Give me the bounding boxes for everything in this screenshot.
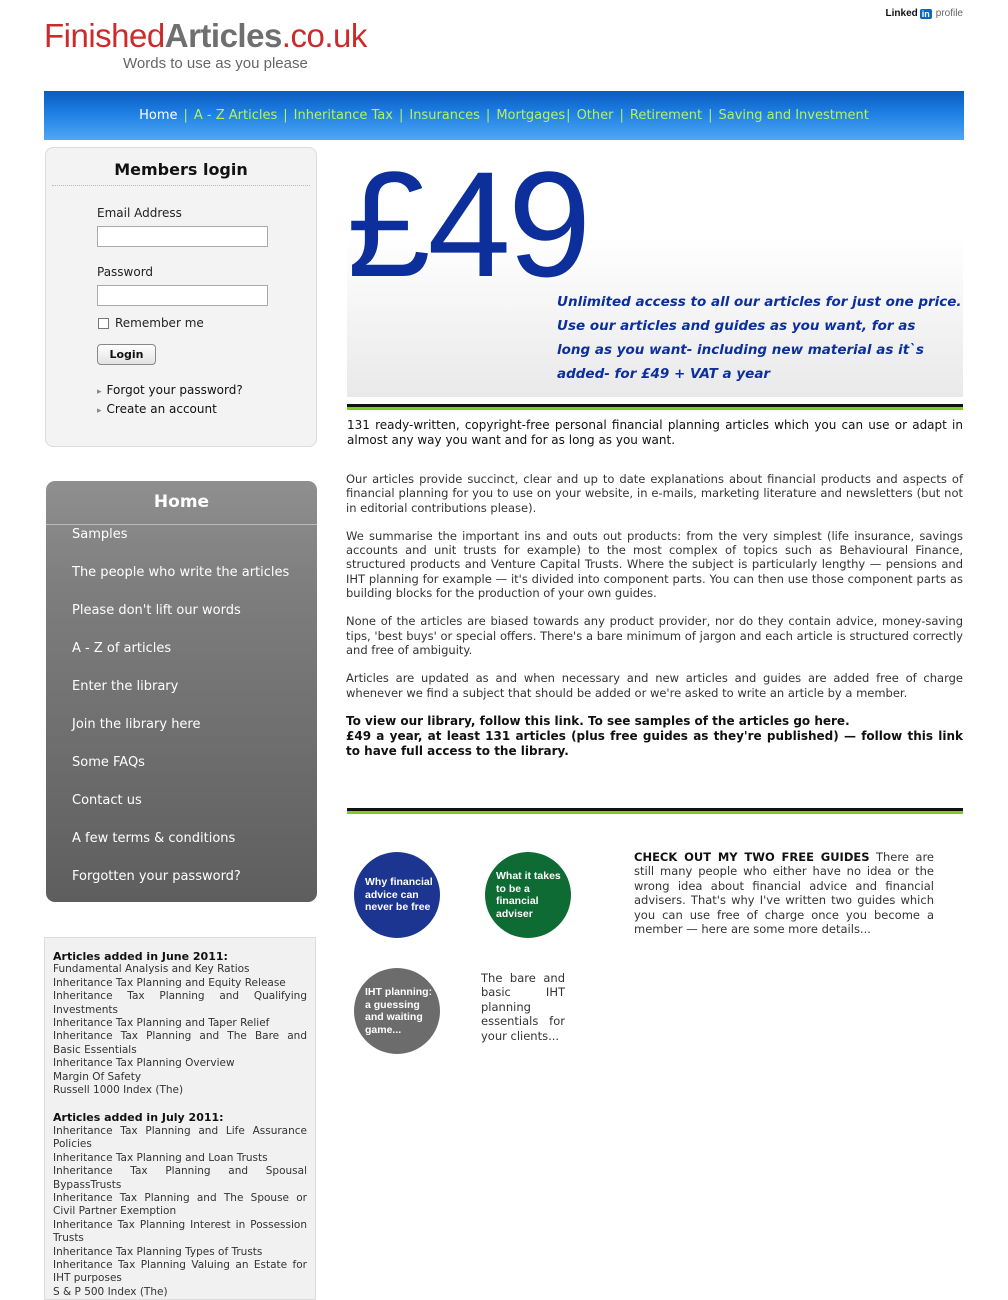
nav-separator: | <box>398 108 404 123</box>
july-article[interactable]: Inheritance Tax Planning and Spousal BypassTrusts <box>53 1165 307 1191</box>
june-article[interactable]: Inheritance Tax Planning and Qualifying Investments <box>53 990 307 1016</box>
side-menu-item-writers[interactable]: The people who write the articles <box>72 565 290 580</box>
side-menu-item-dont-lift[interactable]: Please don't lift our words <box>72 603 241 618</box>
promo-line: added- for £49 + VAT a year <box>557 366 771 382</box>
section-divider <box>347 808 963 814</box>
nav-inheritance-tax[interactable]: Inheritance Tax <box>293 108 393 123</box>
main-body-text <box>346 472 963 759</box>
logo-tagline: Words to use as you please <box>123 55 308 72</box>
july-article[interactable]: Inheritance Tax Planning and The Spouse or Civil Partner Exemption <box>53 1191 307 1218</box>
promo-blurb <box>557 290 965 386</box>
nav-separator: | <box>183 108 188 123</box>
guide-iht-planning-badge[interactable]: IHT planning: a guessing and waiting game... <box>354 968 440 1054</box>
nav-home[interactable]: Home <box>139 108 178 123</box>
side-menu-item-terms[interactable]: A few terms & conditions <box>72 831 236 846</box>
login-links <box>97 382 316 420</box>
members-login-box <box>45 147 317 447</box>
nav-a-z-articles[interactable]: A - Z Articles <box>193 108 278 123</box>
logo-part-3: .co.uk <box>281 17 367 54</box>
section-divider <box>347 404 963 410</box>
july-article[interactable]: Inheritance Tax Planning and Life Assurance Policies <box>53 1124 307 1151</box>
email-label: Email Address <box>97 206 182 220</box>
side-menu-title[interactable]: Home <box>46 481 317 525</box>
intro-text: 131 ready-written, copyright-free personal financial planning articles which you can use or adapt in almost any way you want and for as long as you want. <box>347 418 963 447</box>
remember-me-label: Remember me <box>115 316 204 330</box>
guide-financial-adviser-badge[interactable]: What it takes to be a financial adviser <box>485 852 571 938</box>
iht-guide-text: The bare and basic IHT planning essentials for your clients... <box>481 971 565 1043</box>
body-paragraph: Articles are updated as and when necessary and new articles and guides are added free of charge whenever we find a subject that should be added or we're asked to write an article by a member. <box>346 671 963 700</box>
password-input[interactable] <box>97 285 268 306</box>
june-article[interactable]: Margin Of Safety <box>53 1070 142 1083</box>
logo-part-1: Finished <box>44 17 165 54</box>
june-heading: Articles added in June 2011: <box>53 950 228 963</box>
nav-other[interactable]: Other <box>576 108 614 123</box>
articles-added-box <box>44 937 316 1300</box>
password-label: Password <box>97 265 154 279</box>
top-nav <box>44 91 964 140</box>
side-menu-item-samples[interactable]: Samples <box>72 527 128 542</box>
promo-line: Unlimited access to all our articles for just one price. <box>557 294 962 310</box>
free-guides-heading[interactable]: CHECK OUT MY TWO FREE GUIDES <box>634 850 870 864</box>
june-article[interactable]: Inheritance Tax Planning and Taper Relief <box>53 1017 270 1030</box>
promo-line: Use our articles and guides as you want, for as <box>557 318 916 334</box>
nav-saving-and-investment[interactable]: Saving and Investment <box>718 108 869 123</box>
login-title: Members login <box>114 160 248 179</box>
login-divider <box>52 185 310 186</box>
nav-separator: | <box>283 108 288 123</box>
nav-insurances[interactable]: Insurances <box>409 108 480 123</box>
nav-mortgages[interactable]: Mortgages <box>496 108 566 123</box>
nav-separator: | <box>485 108 491 123</box>
remember-me-row[interactable] <box>98 316 316 330</box>
create-account-link[interactable]: ▸ Create an account <box>97 401 316 420</box>
july-heading: Articles added in July 2011: <box>53 1111 224 1125</box>
nav-separator: | <box>619 108 624 123</box>
email-input[interactable] <box>97 226 268 247</box>
library-cta[interactable]: To view our library, follow this link. To see samples of the articles go here. <box>346 713 850 728</box>
logo-part-2: Articles <box>164 17 282 54</box>
free-guides-text <box>634 850 934 936</box>
forgot-password-link[interactable]: ▸ Forgot your password? <box>97 382 316 401</box>
body-paragraph: We summarise the important ins and outs out products: from the very simplest (life insurance, savings accounts and unit trusts for example) to the most complex of topics such as Behavioural Finance, structured products and Venture Capital Trusts. Where the subject is particularly lengthy — pensions and IHT planning for example — it's divided into component parts. You can then use those component parts as building blocks for the production of your own guides. <box>346 528 963 601</box>
side-menu <box>46 481 317 902</box>
body-paragraph: None of the articles are biased towards any product provider, nor do they contain advice, money-saving tips, 'best buys' or special offers. There's a bare minimum of jargon and each article is structured correctly and free of ambiguity. <box>346 614 963 657</box>
side-menu-item-contact[interactable]: Contact us <box>72 793 142 808</box>
side-menu-item-a-z[interactable]: A - Z of articles <box>72 641 172 656</box>
promo-line: long as you want- including new material as it`s <box>557 342 924 358</box>
july-article[interactable]: S & P 500 Index (The) <box>53 1285 168 1298</box>
nav-separator: | <box>566 108 571 123</box>
site-logo[interactable] <box>44 18 404 72</box>
body-paragraph: Our articles provide succinct, clear and up to date explanations about financial products and aspects of financial planning for you to use on your website, in e-mails, marketing literature and newsletters (but not in editorial contributions please). <box>346 472 963 515</box>
linkedin-profile-link[interactable] <box>886 8 963 19</box>
nav-retirement[interactable]: Retirement <box>629 108 703 123</box>
june-article[interactable]: Fundamental Analysis and Key Ratios <box>53 963 250 976</box>
linkedin-profile-label: profile <box>935 8 963 19</box>
july-article[interactable]: Inheritance Tax Planning and Loan Trusts <box>53 1151 268 1164</box>
july-article[interactable]: Inheritance Tax Planning Interest in Possession Trusts <box>53 1218 307 1245</box>
side-menu-item-join-library[interactable]: Join the library here <box>72 717 201 732</box>
linkedin-wordmark: Linked <box>885 8 918 19</box>
price-headline: £49 <box>347 140 589 308</box>
linkedin-icon: in <box>921 8 930 19</box>
side-menu-item-forgotten-password[interactable]: Forgotten your password? <box>72 869 241 884</box>
side-menu-item-enter-library[interactable]: Enter the library <box>72 679 179 694</box>
july-article[interactable]: Inheritance Tax Planning Types of Trusts <box>53 1245 263 1258</box>
july-article[interactable]: Inheritance Tax Planning Valuing an Estate for IHT purposes <box>53 1258 307 1285</box>
remember-me-checkbox[interactable] <box>98 318 109 329</box>
logo-wordmark <box>44 18 404 54</box>
free-guides-description: There are still many people who either have no idea or the wrong idea about financial advice and financial advisers. That's why I've written two guides which you can use free of charge once you become a member — here are some more details... <box>634 850 934 937</box>
nav-separator: | <box>708 108 713 123</box>
login-button[interactable]: Login <box>97 344 156 365</box>
june-article[interactable]: Russell 1000 Index (The) <box>53 1084 184 1097</box>
june-article[interactable]: Inheritance Tax Planning and Equity Release <box>53 976 286 989</box>
guide-advice-never-free-badge[interactable]: Why financial advice can never be free <box>354 852 440 938</box>
june-article[interactable]: Inheritance Tax Planning and The Bare and Basic Essentials <box>53 1030 307 1056</box>
price-promo-banner <box>347 140 963 397</box>
side-menu-item-faqs[interactable]: Some FAQs <box>72 755 145 770</box>
subscribe-cta[interactable]: £49 a year, at least 131 articles (plus free guides as they're published) — follow this link to have full access to the library. <box>346 728 963 758</box>
june-article[interactable]: Inheritance Tax Planning Overview <box>53 1057 235 1070</box>
